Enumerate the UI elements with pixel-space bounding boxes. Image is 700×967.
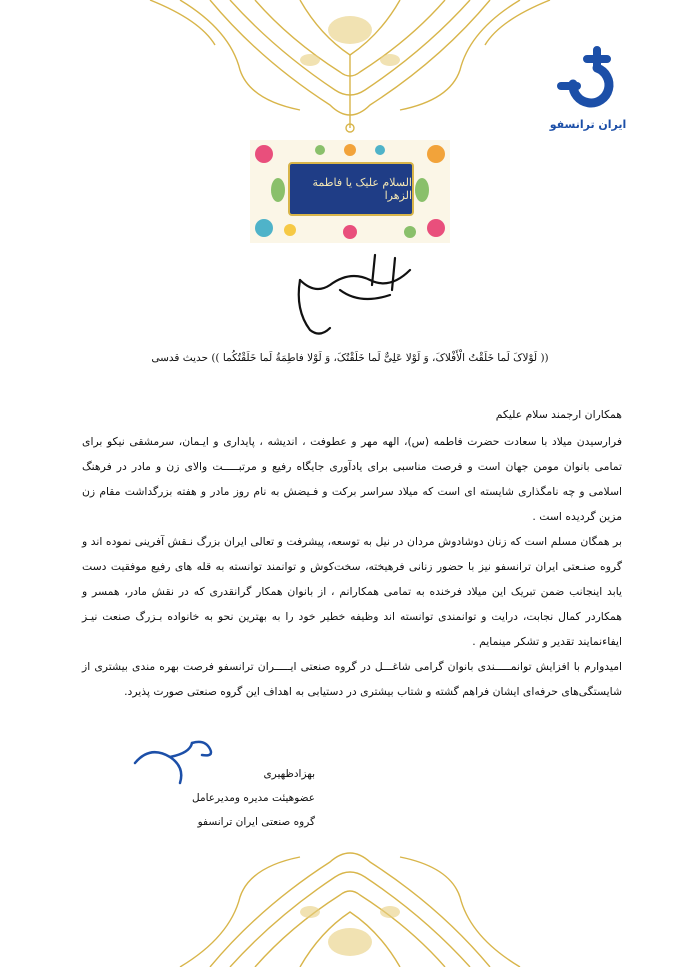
hadith-quote: (( لَوْلاکَ لَما خَلَقْتُ الْأَفْلاکَ، وَ لَوْلا عَلِیٌّ لَما خَلَقْتُکَ، وَ لَوْلا فاطِمَةُ لَما خَلَقْتُکُما )) حدیث قدسی	[151, 352, 549, 364]
letter-paragraph: امیدوارم با افزایش توانمـــــندی بانوان گرامی شاغـــل در گروه صنعتی ایـــــران ترانسفو فرصت بهره مندی بیشتری از شایستگی‌های حرفه‌ای ایشان فراهم گشته و شتاب بیشتری در دستیابی به اهداف این گروه صنعتی صورت پذیرد.	[82, 660, 622, 698]
letter-body	[82, 402, 622, 704]
letter-paragraph: بر همگان مسلم است که زنان دوشادوش مردان در نیل به توسعه، پیشرفت و تعالی ایران بزرگ نـقش آفرینی نموده اند و گروه صنـعتی ایران ترانسفو نیز با حضور زنانی فرهیخته، سخت‌کوش و توانمند توانسته به قله های رفیع موفقیت دست یابد اینجانب ضمن تبریک این میلاد فرخنده به تمامی همکارانم ، از بانوان همکار گرانقدری که در نقش مادر، همسر و همکاردر کمال نجابت، درایت و توانمندی توانسته اند وظیفه خطیر خود را به بهترین نحو به خانواده بـزرگ صنعت نیـز ایفاءنمایند تقدیر و تشکر مینمایم .	[82, 535, 622, 648]
signature-block	[115, 738, 315, 834]
logo-caption: ایران ترانسفو	[549, 118, 627, 131]
signatory-organization: گروه صنعتی ایران ترانسفو	[197, 816, 315, 828]
basmala-calligraphy	[280, 250, 420, 340]
letter-paragraph: فرارسیدن میلاد با سعادت حضرت فاطمه (س)، الهه مهر و عطوفت ، اندیشه ، پایداری و ایـمان، سرمشقی نیکو برای تمامی بانوان مومن جهان است و فرصت مناسبی برای یادآوری جایگاه رفیع و مرتبـــــت والای زن و مادر در فرهنگ اسلامی و چه نامگذاری شایسته ای است که میلاد سراسر برکت و فـیضش به نام روز مادر و هفته بزرگداشت مقام زن مزین گردیده است .	[82, 435, 622, 523]
logo-mark-icon	[553, 46, 623, 112]
company-logo	[548, 46, 628, 131]
signatory-name: بهزادظهیری	[263, 768, 315, 780]
bottom-gold-ornament	[0, 842, 700, 967]
signatory-title: عضوهیئت مدیره ومدیرعامل	[192, 792, 315, 804]
banner-inscription: السلام علیک یا فاطمة الزهرا	[288, 162, 414, 216]
calligraphy-strokes	[280, 250, 420, 340]
letter-greeting: همکاران ارجمند سلام علیکم	[495, 408, 622, 421]
floral-banner	[250, 140, 450, 243]
